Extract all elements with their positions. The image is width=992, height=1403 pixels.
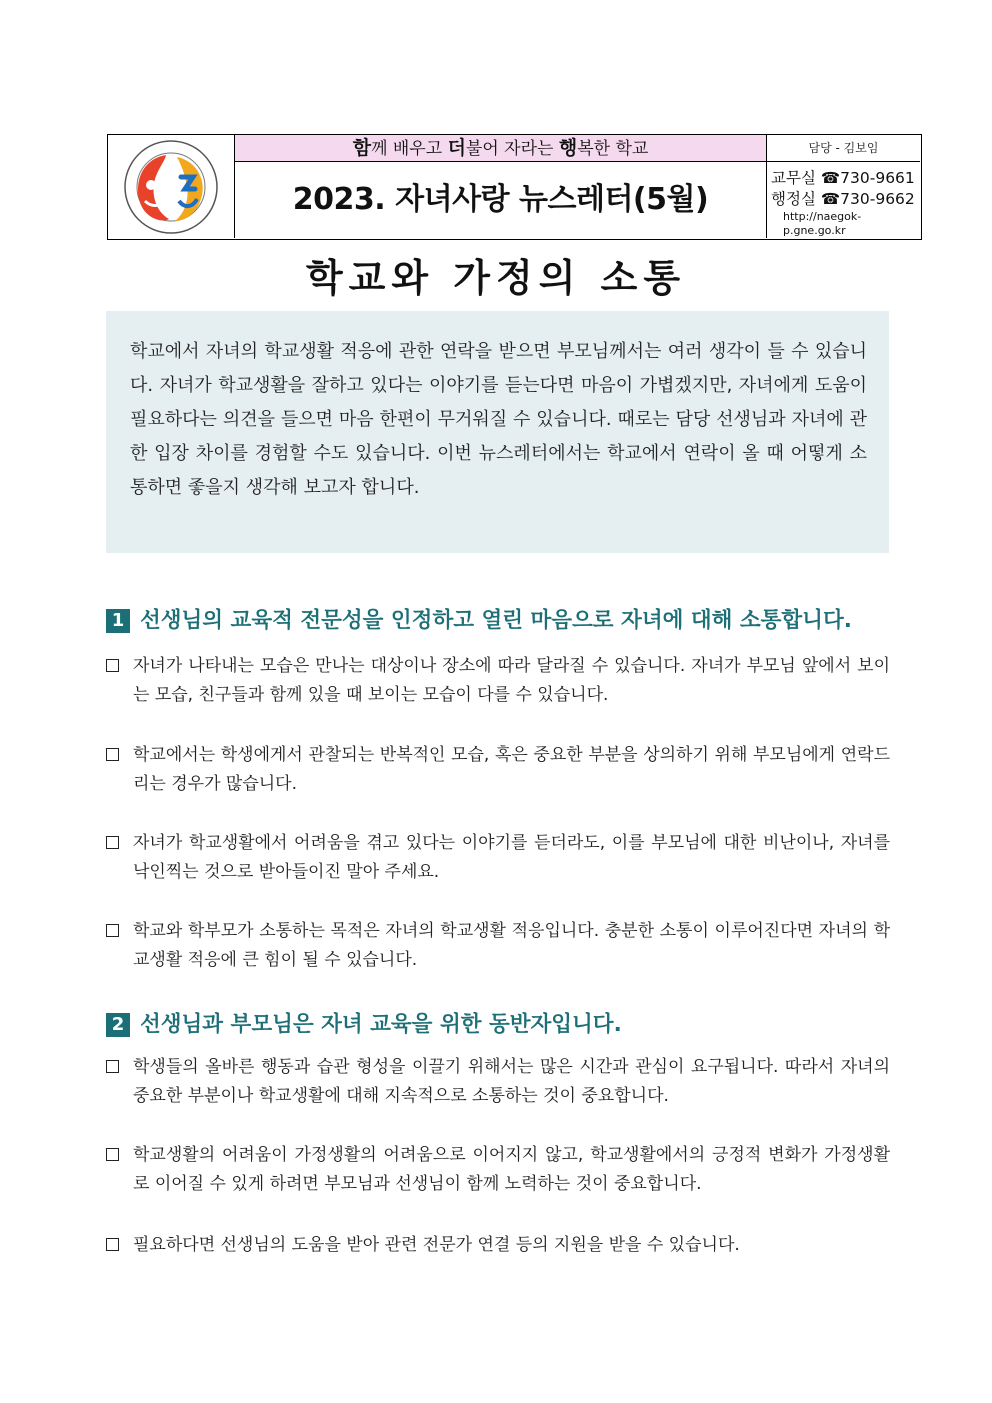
section-title-1: 선생님의 교육적 전문성을 인정하고 열린 마음으로 자녀에 대해 소통합니다. [140,608,852,633]
list-item-text: 필요하다면 선생님의 도움을 받아 관련 전문가 연결 등의 지원을 받을 수 있습니다. [133,1235,740,1255]
newsletter-title: 2023. 자녀사랑 뉴스레터(5월) [235,162,767,238]
logo-cell [108,135,235,238]
admin-phone: 행정실 ☎730-9662 [771,190,915,208]
list-item [106,917,890,975]
list-item-text: 학교생활의 어려움이 가정생활의 어려움으로 이어지지 않고, 학교생활에서의 긍정적 변화가 가정생활로 이어질 수 있게 하려면 부모님과 선생님이 함께 노력하는 것이 중요합니다. [133,1145,890,1194]
list-item [106,1141,890,1199]
checkbox-square-icon [106,1148,119,1161]
intro-box: 학교에서 자녀의 학교생활 적응에 관한 연락을 받으면 부모님께서는 여러 생각이 들 수 있습니다. 자녀가 학교생활을 잘하고 있다는 이야기를 듣는다면 마음이 가볍겠지만, 자녀에게 도움이 필요하다는 의견을 들으면 마음 한편이 무거워질 수 있습니다. 때로는 담당 선생님과 자녀에 관한 입장 차이를 경험할 수도 있습니다. 이번 뉴스레터에서는 학교에서 연락이 올 때 어떻게 소통하면 좋을지 생각해 보고자 합니다. [106,311,889,553]
section-heading-1 [106,606,852,636]
list-item-text: 자녀가 나타내는 모습은 만나는 대상이나 장소에 따라 달라질 수 있습니다. 자녀가 부모님 앞에서 보이는 모습, 친구들과 함께 있을 때 보이는 모습이 다를 수 있습니다. [133,656,890,705]
manager-label: 담당 - 김보임 [767,135,920,162]
list-item-text: 학생들의 올바른 행동과 습관 형성을 이끌기 위해서는 많은 시간과 관심이 요구됩니다. 따라서 자녀의 중요한 부분이나 학교생활에 대해 지속적으로 소통하는 것이 중요합니다. [133,1057,890,1106]
section-number-2: 2 [106,1013,130,1037]
school-emblem-icon [111,137,231,237]
list-item [106,741,890,799]
section-title-2: 선생님과 부모님은 자녀 교육을 위한 동반자입니다. [140,1012,622,1037]
checkbox-square-icon [106,659,119,672]
list-item [106,1231,890,1260]
list-item [106,652,890,710]
checkbox-square-icon [106,748,119,761]
school-slogan [235,135,767,162]
school-url[interactable]: http://naegok-p.gne.go.kr [783,210,862,237]
office-phone: 교무실 ☎730-9661 [771,169,915,187]
checkbox-square-icon [106,1060,119,1073]
slogan-text-2: 불어 자라는 [465,139,559,159]
slogan-bold-1: 함 [352,137,372,159]
section-number-1: 1 [106,609,130,633]
page-title: 학교와 가정의 소통 [305,256,687,300]
list-item [106,1053,890,1111]
slogan-bold-3: 행 [558,137,578,159]
list-item [106,829,890,887]
contact-info [767,162,920,238]
checkbox-square-icon [106,1238,119,1251]
list-item-text: 자녀가 학교생활에서 어려움을 겪고 있다는 이야기를 듣더라도, 이를 부모님에 대한 비난이나, 자녀를 낙인찍는 것으로 받아들이진 말아 주세요. [133,833,890,882]
section-heading-2 [106,1010,622,1040]
checkbox-square-icon [106,836,119,849]
newsletter-header [107,134,922,240]
slogan-bold-2: 더 [447,137,466,159]
slogan-text-3: 복한 학교 [577,139,649,159]
checkbox-square-icon [106,924,119,937]
slogan-text-1: 께 배우고 [371,139,448,159]
list-item-text: 학교에서는 학생에게서 관찰되는 반복적인 모습, 혹은 중요한 부분을 상의하기 위해 부모님에게 연락드리는 경우가 많습니다. [133,745,890,794]
list-item-text: 학교와 학부모가 소통하는 목적은 자녀의 학교생활 적응입니다. 충분한 소통이 이루어진다면 자녀의 학교생활 적응에 큰 힘이 될 수 있습니다. [133,921,890,970]
